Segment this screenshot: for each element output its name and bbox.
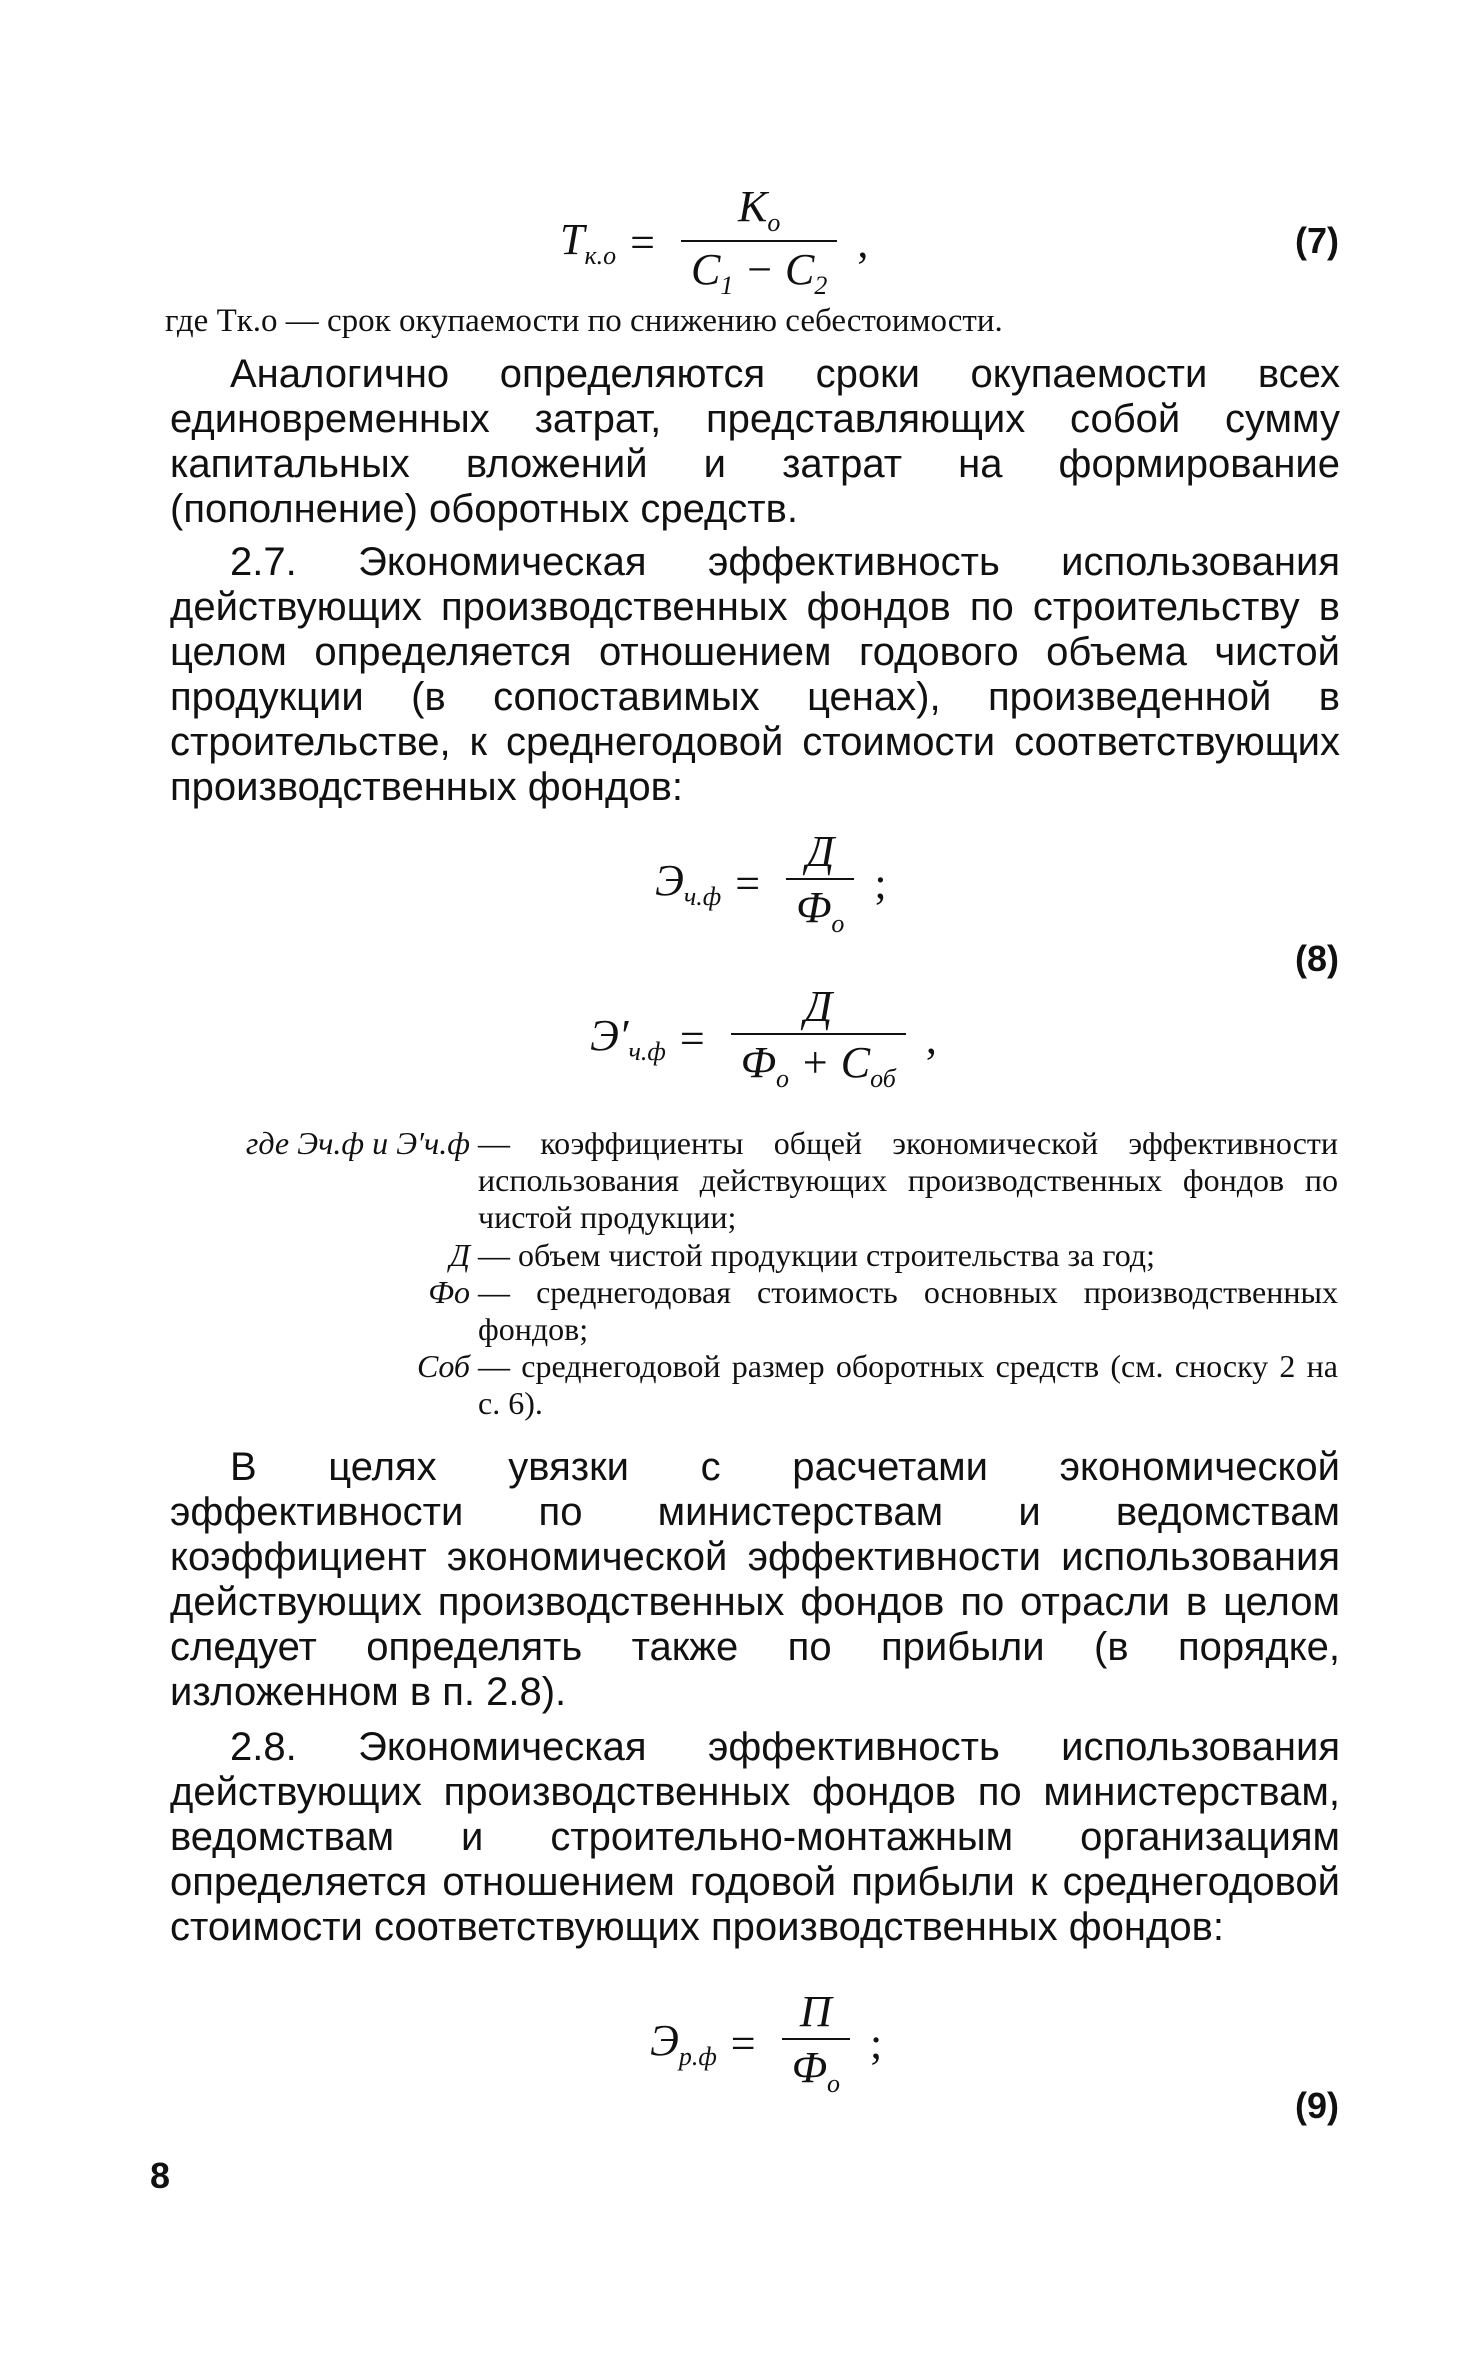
equals-sign: = <box>679 1014 705 1063</box>
definition-row <box>160 1274 1338 1348</box>
f8a-lhs-sub: ч.ф <box>683 882 722 911</box>
f8b-den-sub: о <box>776 1064 790 1093</box>
f7-den-sub1: 1 <box>720 271 734 300</box>
formula-7 <box>560 182 869 300</box>
equation-number-9: (9) <box>1295 2085 1339 2126</box>
paragraph-1: Аналогично определяются сроки окупаемости всех единовременных затрат, представляющих собой сумму капитальных вложений и затрат на формирование (пополнение) оборотных средств. <box>170 352 1340 531</box>
f8b-punct: , <box>925 1014 937 1063</box>
f8a-fraction <box>786 827 854 938</box>
f8b-num: Д <box>804 982 833 1031</box>
f9-punct: ; <box>870 2019 883 2068</box>
def-symbol: Д <box>449 1237 470 1273</box>
definition-row <box>160 1237 1338 1274</box>
page-number: 8 <box>150 2155 171 2196</box>
equation-number-8: (8) <box>1295 938 1339 979</box>
paragraph-2-8: 2.8. Экономическая эффективность использования действующих производственных фондов по министерствам, ведомствам и строительно-монтажным организациям определяется отношением годовой прибыли к среднегодовой стоимости соответствующих производственных фондов: <box>170 1725 1340 1949</box>
f8a-punct: ; <box>874 859 887 908</box>
def-description: — среднегодовой размер оборотных средств (см. сноску 2 на с. 6). <box>478 1348 1338 1421</box>
note-7: где Tк.о — срок окупаемости по снижению себестоимости. <box>165 303 1003 339</box>
f8b-den: Ф <box>740 1038 777 1087</box>
f8b-fraction <box>731 982 906 1093</box>
equals-sign: = <box>630 217 655 267</box>
f7-lhs: T <box>560 214 585 264</box>
f8b-den-mid: + C <box>789 1038 871 1087</box>
def-description: — объем чистой продукции строительства за год; <box>478 1237 1155 1273</box>
formula-8b <box>590 982 937 1093</box>
f8b-lhs-sub: ч.ф <box>628 1037 666 1066</box>
formula-9-expression <box>650 1987 883 2098</box>
f7-den: C <box>690 245 721 294</box>
f9-lhs: Э <box>650 2016 679 2065</box>
equals-sign: = <box>730 2019 756 2068</box>
def-symbol: Cоб <box>416 1348 470 1384</box>
f8b-lhs: Э′ <box>590 1011 629 1060</box>
def-description: — среднегодовая стоимость основных производственных фондов; <box>478 1274 1338 1347</box>
f9-lhs-sub: р.ф <box>678 2042 717 2071</box>
f8a-den: Ф <box>796 883 832 932</box>
equation-number-7: (7) <box>1295 220 1339 261</box>
f7-num: K <box>738 182 768 231</box>
def-description: — коэффициенты общей экономической эффективности использования действующих производственных фондов по чистой продукции; <box>478 1125 1338 1235</box>
paragraph-2-7: 2.7. Экономическая эффективность использования действующих производственных фондов по строительству в целом определяется отношением годового объема чистой продукции (в сопоставимых ценах), произведенной в строительстве, к среднегодовой стоимости соответствующих производственных фондов: <box>170 540 1340 809</box>
f7-fraction <box>681 182 837 300</box>
f7-lhs-sub: к.о <box>584 240 617 270</box>
equals-sign: = <box>735 859 761 908</box>
f9-fraction <box>782 1987 850 2098</box>
f7-num-sub: о <box>767 208 781 237</box>
paragraph-3: В целях увязки с расчетами экономической эффективности по министерствам и ведомствам коэффициент экономической эффективности использования действующих производственных фондов по отрасли в целом следует определять также по прибыли (в порядке, изложенном в п. 2.8). <box>170 1445 1340 1714</box>
f7-punct: , <box>857 217 869 267</box>
f9-den-sub: о <box>827 2069 840 2098</box>
def-symbol: где Эч.ф и Э′ч.ф <box>245 1125 470 1161</box>
f9-den: Ф <box>791 2043 827 2092</box>
f7-den-sub2: 2 <box>814 271 828 300</box>
definition-row <box>160 1348 1338 1422</box>
f8b-den-sub2: об <box>870 1064 896 1093</box>
f8a-lhs: Э <box>655 856 684 905</box>
f7-den-mid: − C <box>733 245 815 294</box>
def-symbol: Фо <box>428 1274 470 1310</box>
formula-8a <box>655 827 887 938</box>
f8a-den-sub: о <box>831 909 845 938</box>
f9-num: П <box>799 1987 832 2036</box>
definition-row <box>160 1125 1338 1236</box>
f8a-num: Д <box>806 827 835 876</box>
